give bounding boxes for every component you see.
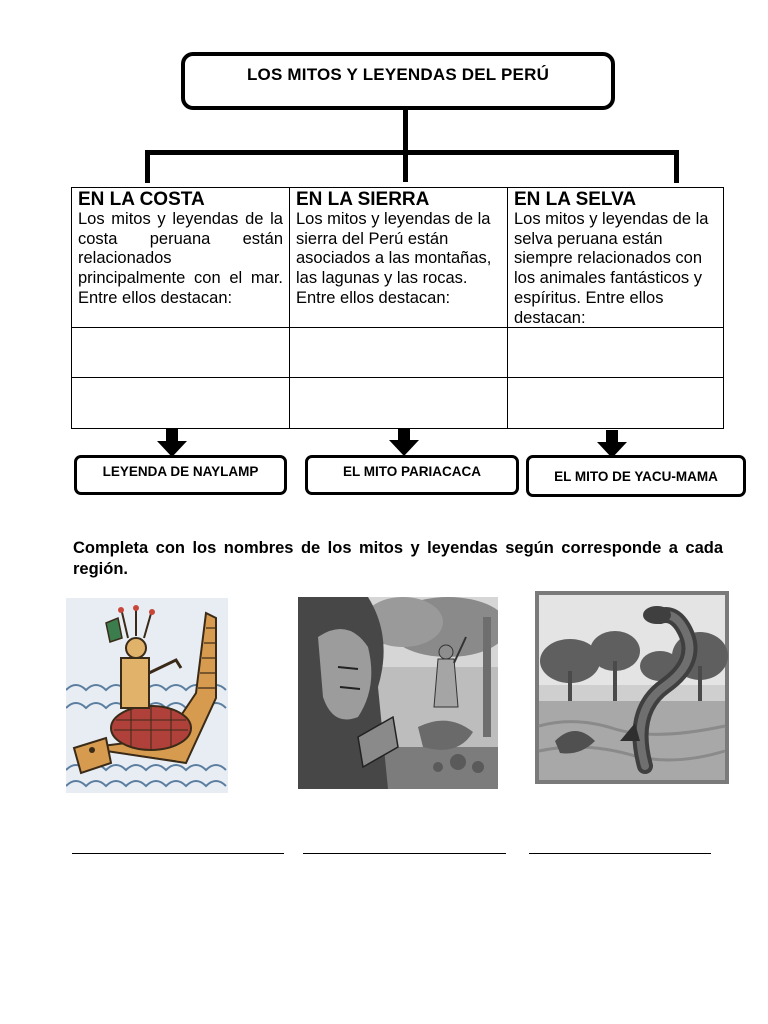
empty-cell[interactable]	[290, 378, 508, 428]
coast-cell	[72, 188, 290, 328]
connector-right-drop	[674, 150, 679, 183]
arrow-down-icon	[389, 428, 419, 458]
sierra-heading: EN LA SIERRA	[296, 189, 430, 210]
empty-cell[interactable]	[508, 328, 723, 378]
empty-cell[interactable]	[72, 328, 290, 378]
connector-horizontal	[145, 150, 679, 155]
pariacaca-illustration	[298, 597, 498, 789]
connector-vertical	[403, 110, 408, 182]
regions-table	[71, 187, 724, 429]
label-yacu-mama-text: EL MITO DE YACU-MAMA	[554, 468, 718, 484]
page-title: LOS MITOS Y LEYENDAS DEL PERÚ	[246, 65, 550, 84]
jungle-description: Los mitos y leyendas de la selva peruana están siempre relacionados con los animales fantásticos y espíritus. Entre ellos destacan:	[514, 210, 709, 327]
naylamp-illustration	[66, 598, 228, 793]
label-pariacaca	[305, 455, 519, 495]
answer-blank[interactable]	[529, 853, 711, 854]
sierra-description: Los mitos y leyendas de la sierra del Perú están asociados a las montañas, las lagunas y las rocas. Entre ellos destacan:	[296, 210, 492, 307]
answer-blank[interactable]	[72, 853, 284, 854]
connector-left-drop	[145, 150, 150, 183]
title-box	[181, 52, 615, 110]
coast-description: Los mitos y leyendas de la costa peruana están relacionados principalmente con el mar. Entre ellos destacan:	[78, 210, 283, 307]
label-yacu-mama	[526, 455, 746, 497]
sierra-cell	[290, 188, 508, 328]
coast-heading: EN LA COSTA	[78, 189, 205, 210]
empty-cell[interactable]	[290, 328, 508, 378]
instruction-text: Completa con los nombres de los mitos y leyendas según corresponde a cada región.	[73, 539, 723, 578]
empty-cell[interactable]	[508, 378, 723, 428]
jungle-cell	[508, 188, 723, 328]
label-naylamp-text: LEYENDA DE NAYLAMP	[102, 463, 259, 479]
answer-blank[interactable]	[303, 853, 506, 854]
jungle-heading: EN LA SELVA	[514, 189, 637, 210]
label-naylamp	[74, 455, 287, 495]
yacu-mama-illustration	[535, 591, 729, 784]
label-pariacaca-text: EL MITO PARIACACA	[342, 463, 481, 479]
empty-cell[interactable]	[72, 378, 290, 428]
